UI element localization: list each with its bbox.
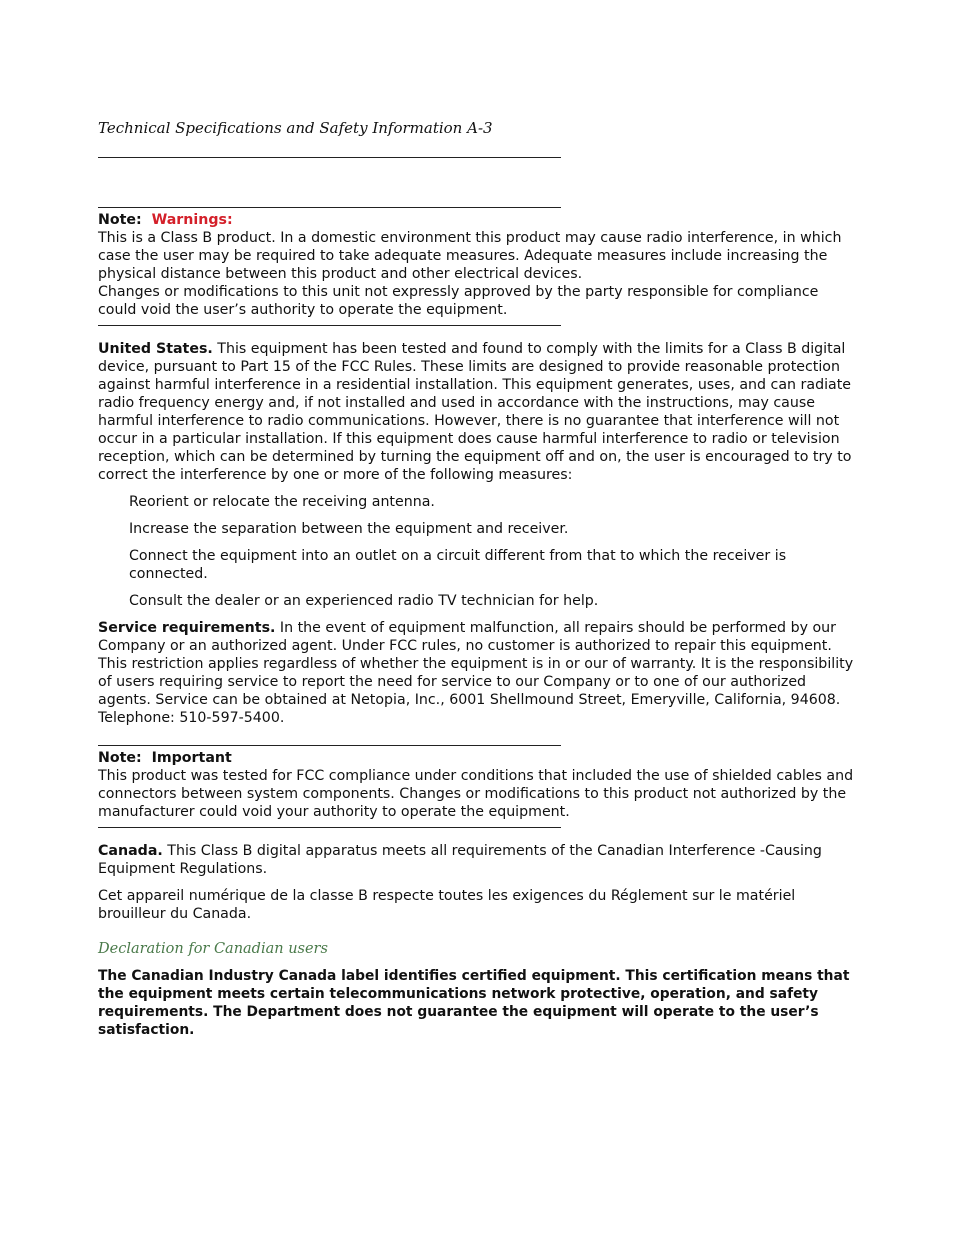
canada-french-paragraph: Cet appareil numérique de la classe B respecte toutes les exigences du Réglement sur le matériel brouilleur du Canada. [98,888,796,922]
note-label: Note: [98,212,142,228]
declaration-paragraph: The Canadian Industry Canada label identifies certified equipment. This certification means that the equipment meets certain telecommunications network protective, operation, and safety requirements. The Department does not guarantee the equipment will operate to the user’s satisfaction. [98,968,850,1038]
note-warnings-body [98,229,858,319]
list-item: Increase the separation between the equipment and receiver. [129,521,569,537]
canada-paragraph: Canada. This Class B digital apparatus meets all requirements of the Canadian Interference -Causing Equipment Regulations. [98,843,822,877]
note-important-top-divider [98,745,561,746]
warning-paragraph: This is a Class B product. In a domestic environment this product may cause radio interference, in which case the user may be required to take adequate measures. Adequate measures include increasing the physical distance between this product and other electrical devices. [98,230,842,282]
united-states-paragraph: United States. This equipment has been tested and found to comply with the limits for a Class B digital device, pursuant to Part 15 of the FCC Rules. These limits are designed to provide reasonable protection against harmful interference in a residential installation. This equipment generates, uses, and can radiate radio frequency energy and, if not installed and used in accordance with the instructions, may cause harmful interference to radio communications. However, there is no guarantee that interference will not occur in a particular installation. If this equipment does cause harmful interference to radio or television reception, which can be determined by turning the equipment off and on, the user is encouraged to try to correct the interference by one or more of the following measures: [98,341,852,483]
list-item: Connect the equipment into an outlet on a circuit different from that to which the receiver is connected. [129,548,787,582]
important-label: Important [151,750,232,766]
warnings-label: Warnings: [151,212,233,228]
declaration-heading: Declaration for Canadian users [98,941,328,957]
service-requirements-lead: Service requirements. [98,620,276,636]
fcc-measures-list [129,493,858,610]
note-important-title [98,749,858,767]
list-item: Reorient or relocate the receiving antenna. [129,494,435,510]
service-requirements-paragraph: Service requirements. In the event of equipment malfunction, all repairs should be performed by our Company or an authorized agent. Under FCC rules, no customer is authorized to repair this equipment. This restriction applies regardless of whether the equipment is in or our of warranty. It is the responsibility of users requiring service to report the need for service to our Company or to one of our authorized agents. Service can be obtained at Netopia, Inc., 6001 Shellmound Street, Emeryville, California, 94608. Telephone: 510-597-5400. [98,620,854,726]
list-item: Consult the dealer or an experienced radio TV technician for help. [129,593,599,609]
note-important-body: This product was tested for FCC compliance under conditions that included the use of shielded cables and connectors between system components. Changes or modifications to this product not authorized by the manufacturer could void your authority to operate the equipment. [98,768,854,820]
running-head: Technical Specifications and Safety Information A-3 [98,119,493,137]
note-label: Note: [98,750,142,766]
canada-lead: Canada. [98,843,163,859]
warning-paragraph: Changes or modifications to this unit not expressly approved by the party responsible for compliance could void the user’s authority to operate the equipment. [98,284,819,318]
note-warnings-title [98,211,858,229]
note-important-bottom-divider [98,827,561,828]
page-content [98,118,858,1039]
united-states-lead: United States. [98,341,213,357]
note-warnings-top-divider [98,207,561,208]
note-warnings-bottom-divider [98,325,561,326]
